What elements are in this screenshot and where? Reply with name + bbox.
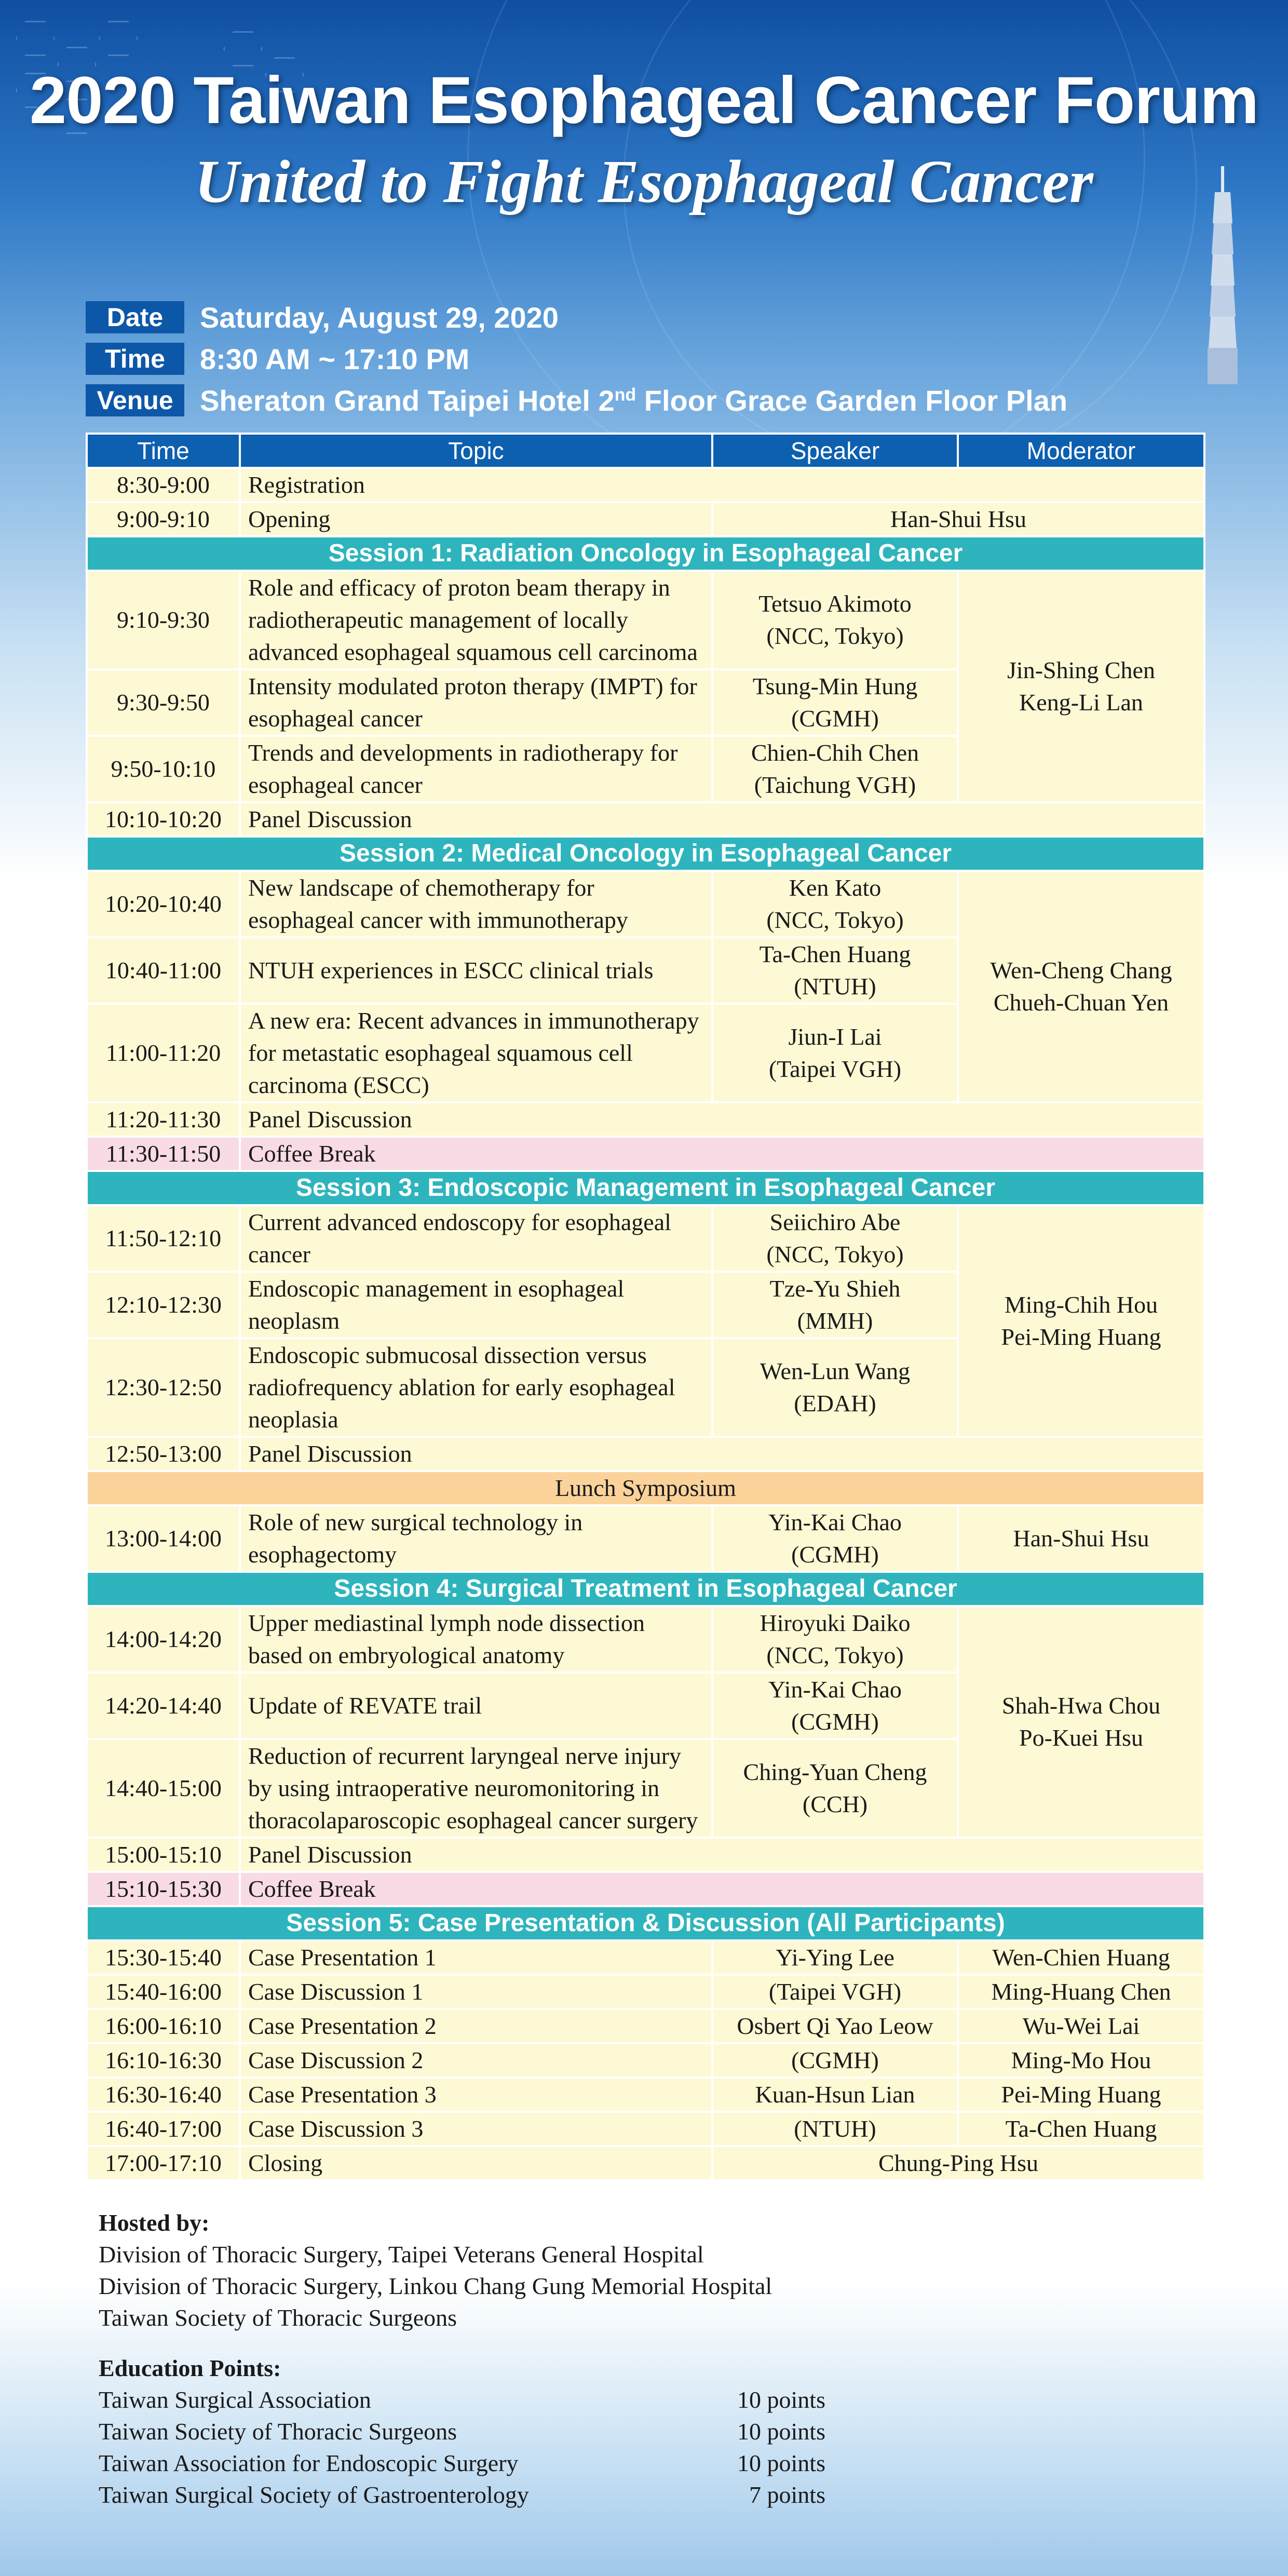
moderator-cell: Wen-Chien Huang — [958, 1940, 1204, 1975]
topic-cell: Reduction of recurrent laryngeal nerve injury by using intraoperative neuromonitoring in thoracolaparoscopic esophageal cancer surgery — [240, 1739, 712, 1838]
time-cell: 12:10-12:30 — [87, 1272, 240, 1338]
time-cell: 10:20-10:40 — [87, 871, 240, 937]
background-hexagon-decoration — [99, 21, 138, 56]
speaker-cell — [712, 1739, 958, 1838]
topic-cell: Update of REVATE trail — [240, 1673, 712, 1739]
table-row — [87, 2009, 1204, 2043]
speaker-cell — [712, 736, 958, 802]
session-header-row — [87, 536, 1204, 571]
topic-cell: Case Discussion 3 — [240, 2112, 712, 2146]
moderator-cell: Han-Shui Hsu — [958, 1505, 1204, 1572]
header-time: Time — [87, 434, 240, 468]
speaker-cell — [712, 937, 958, 1004]
time-cell: 15:10-15:30 — [87, 1872, 240, 1906]
education-points-row — [99, 2416, 825, 2447]
topic-cell: Panel Discussion — [240, 1437, 1204, 1471]
hosted-by-label: Hosted by: — [99, 2209, 210, 2236]
topic-cell: Role and efficacy of proton beam therapy in radiotherapeutic management of locally advanced esophageal squamous cell carcinoma — [240, 571, 712, 669]
education-points-value: 10 points — [737, 2418, 825, 2445]
speaker-cell — [712, 1272, 958, 1338]
table-row — [87, 1606, 1204, 1673]
speaker-name: Jiun-I Lai — [788, 1023, 882, 1050]
speaker-cell — [712, 1205, 958, 1272]
coffee-break-row — [87, 1137, 1204, 1171]
time-cell: 14:00-14:20 — [87, 1606, 240, 1673]
date-row — [86, 300, 559, 334]
moderator-cell: Pei-Ming Huang — [958, 2078, 1204, 2112]
speaker-cell — [712, 1338, 958, 1437]
speaker-name: Tze-Yu Shieh — [769, 1275, 901, 1302]
moderator-cell: Ming-Mo Hou — [958, 2043, 1204, 2078]
education-org: Taiwan Society of Thoracic Surgeons — [99, 2418, 457, 2445]
table-row — [87, 1437, 1204, 1471]
speaker-cell: (NTUH) — [712, 2112, 958, 2146]
speaker-name: Yin-Kai Chao — [768, 1676, 902, 1703]
speaker-cell — [712, 871, 958, 937]
speaker-affiliation: (CGMH) — [791, 705, 879, 732]
speaker-affiliation: (Taipei VGH) — [768, 1056, 902, 1082]
table-row — [87, 502, 1204, 536]
speaker-affiliation: (CGMH) — [791, 1708, 879, 1735]
education-points-row — [99, 2479, 825, 2511]
table-row — [87, 2043, 1204, 2078]
time-cell: 16:10-16:30 — [87, 2043, 240, 2078]
time-cell: 14:20-14:40 — [87, 1673, 240, 1739]
session-3-title: Session 3: Endoscopic Management in Esophageal Cancer — [87, 1171, 1204, 1205]
education-points-label: Education Points: — [99, 2355, 281, 2381]
speaker-affiliation: (CCH) — [802, 1791, 868, 1817]
coffee-break-row — [87, 1872, 1204, 1906]
topic-cell: Endoscopic submucosal dissection versus radiofrequency ablation for early esophageal neoplasia — [240, 1338, 712, 1437]
moderator-cell — [958, 1606, 1204, 1838]
hosted-by-section — [99, 2207, 772, 2334]
venue-value-pre: Sheraton Grand Taipei Hotel 2 — [200, 384, 615, 417]
session-4-title: Session 4: Surgical Treatment in Esophageal Cancer — [87, 1572, 1204, 1606]
speaker-name: Ken Kato — [789, 874, 882, 901]
speaker-name: Ching-Yuan Cheng — [743, 1759, 927, 1785]
table-row — [87, 1940, 1204, 1975]
moderator-cell: Ta-Chen Huang — [958, 2112, 1204, 2146]
session-1-title: Session 1: Radiation Oncology in Esophageal Cancer — [87, 536, 1204, 571]
speaker-cell: Yi-Ying Lee — [712, 1940, 958, 1975]
date-value: Saturday, August 29, 2020 — [200, 301, 559, 334]
hosted-by-line: Division of Thoracic Surgery, Taipei Veterans General Hospital — [99, 2241, 704, 2268]
time-cell: 10:10-10:20 — [87, 802, 240, 837]
topic-cell: Opening — [240, 502, 712, 536]
topic-cell: Coffee Break — [240, 1872, 1204, 1906]
time-cell: 11:50-12:10 — [87, 1205, 240, 1272]
speaker-cell — [712, 669, 958, 736]
time-cell: 11:30-11:50 — [87, 1137, 240, 1171]
venue-label: Venue — [86, 384, 184, 416]
speaker-name: Tsung-Min Hung — [752, 673, 918, 699]
topic-cell: Coffee Break — [240, 1137, 1204, 1171]
speaker-cell — [712, 1673, 958, 1739]
venue-superscript: nd — [614, 384, 636, 404]
time-value: 8:30 AM ~ 17:10 PM — [200, 342, 470, 375]
time-cell: 17:00-17:10 — [87, 2146, 240, 2180]
moderator-cell: Wu-Wei Lai — [958, 2009, 1204, 2043]
date-label: Date — [86, 301, 184, 333]
table-row — [87, 1102, 1204, 1137]
time-cell: 9:30-9:50 — [87, 669, 240, 736]
speaker-affiliation: (NCC, Tokyo) — [766, 623, 904, 649]
table-row — [87, 1505, 1204, 1572]
moderator-name: Po-Kuei Hsu — [1019, 1724, 1143, 1751]
topic-cell: Endoscopic management in esophageal neoplasm — [240, 1272, 712, 1338]
moderator-cell — [958, 1205, 1204, 1437]
topic-cell: Trends and developments in radiotherapy for esophageal cancer — [240, 736, 712, 802]
time-cell: 9:50-10:10 — [87, 736, 240, 802]
session-5-title: Session 5: Case Presentation & Discussion (All Participants) — [87, 1906, 1204, 1940]
speaker-cell: Kuan-Hsun Lian — [712, 2078, 958, 2112]
topic-cell: Case Discussion 1 — [240, 1975, 712, 2009]
topic-cell: Case Presentation 1 — [240, 1940, 712, 1975]
topic-cell: Panel Discussion — [240, 1102, 1204, 1137]
moderator-cell — [958, 571, 1204, 802]
speaker-affiliation: (NCC, Tokyo) — [766, 1642, 904, 1668]
table-row — [87, 571, 1204, 669]
speaker-name: Ta-Chen Huang — [759, 941, 911, 967]
moderator-cell: Ming-Huang Chen — [958, 1975, 1204, 2009]
topic-cell: Current advanced endoscopy for esophageal cancer — [240, 1205, 712, 1272]
table-row — [87, 1838, 1204, 1872]
session-header-row — [87, 1906, 1204, 1940]
session-header-row — [87, 837, 1204, 871]
time-cell: 8:30-9:00 — [87, 468, 240, 502]
background-hexagon-decoration — [16, 21, 55, 56]
time-cell: 12:50-13:00 — [87, 1437, 240, 1471]
time-cell: 16:00-16:10 — [87, 2009, 240, 2043]
education-points-value: 10 points — [737, 2386, 825, 2413]
topic-cell: Case Discussion 2 — [240, 2043, 712, 2078]
moderator-name: Ming-Chih Hou — [1004, 1291, 1158, 1318]
speaker-cell: Osbert Qi Yao Leow — [712, 2009, 958, 2043]
topic-cell: Upper mediastinal lymph node dissection based on embryological anatomy — [240, 1606, 712, 1673]
moderator-cell — [958, 871, 1204, 1102]
table-row — [87, 2112, 1204, 2146]
table-row — [87, 468, 1204, 502]
education-org: Taiwan Surgical Association — [99, 2386, 371, 2413]
moderator-name: Pei-Ming Huang — [1001, 1324, 1161, 1350]
education-points-row — [99, 2384, 825, 2416]
education-points-value: 10 points — [737, 2450, 825, 2476]
topic-cell: New landscape of chemotherapy for esophageal cancer with immunotherapy — [240, 871, 712, 937]
session-header-row — [87, 1572, 1204, 1606]
speaker-affiliation: (CGMH) — [791, 1541, 879, 1568]
topic-cell: Registration — [240, 468, 1204, 502]
background-hexagon-decoration — [223, 31, 263, 66]
time-cell: 9:00-9:10 — [87, 502, 240, 536]
time-cell: 13:00-14:00 — [87, 1505, 240, 1572]
speaker-affiliation: (Taichung VGH) — [754, 772, 916, 798]
lunch-symposium-title: Lunch Symposium — [87, 1471, 1204, 1505]
venue-row — [86, 383, 1067, 417]
speaker-name: Tetsuo Akimoto — [758, 590, 912, 617]
topic-cell: Panel Discussion — [240, 802, 1204, 837]
time-cell: 10:40-11:00 — [87, 937, 240, 1004]
time-cell: 12:30-12:50 — [87, 1338, 240, 1437]
speaker-cell — [712, 571, 958, 669]
speaker-name: Hiroyuki Daiko — [760, 1610, 911, 1636]
topic-cell: Panel Discussion — [240, 1838, 1204, 1872]
education-org: Taiwan Surgical Society of Gastroenterology — [99, 2481, 529, 2508]
table-row — [87, 1205, 1204, 1272]
speaker-cell: Han-Shui Hsu — [712, 502, 1204, 536]
moderator-name: Keng-Li Lan — [1019, 689, 1143, 716]
table-row — [87, 2146, 1204, 2180]
table-header-row — [87, 434, 1204, 468]
speaker-cell: (Taipei VGH) — [712, 1975, 958, 2009]
time-cell: 16:30-16:40 — [87, 2078, 240, 2112]
speaker-cell: Chung-Ping Hsu — [712, 2146, 1204, 2180]
speaker-name: Chien-Chih Chen — [751, 739, 919, 766]
education-org: Taiwan Association for Endoscopic Surgery — [99, 2450, 519, 2476]
table-row — [87, 2078, 1204, 2112]
time-cell: 11:20-11:30 — [87, 1102, 240, 1137]
topic-cell: Case Presentation 2 — [240, 2009, 712, 2043]
time-cell: 16:40-17:00 — [87, 2112, 240, 2146]
speaker-name: Seiichiro Abe — [769, 1209, 901, 1235]
speaker-affiliation: (MMH) — [797, 1307, 873, 1334]
education-points-value: 7 points — [749, 2481, 825, 2508]
venue-value-post: Floor Grace Garden Floor Plan — [636, 384, 1068, 417]
table-row — [87, 871, 1204, 937]
topic-cell: Intensity modulated proton therapy (IMPT) for esophageal cancer — [240, 669, 712, 736]
topic-cell: A new era: Recent advances in immunotherapy for metastatic esophageal squamous cell carcinoma (ESCC) — [240, 1004, 712, 1102]
time-cell: 15:00-15:10 — [87, 1838, 240, 1872]
time-cell: 15:40-16:00 — [87, 1975, 240, 2009]
schedule-table — [86, 433, 1205, 2181]
session-2-title: Session 2: Medical Oncology in Esophageal Cancer — [87, 837, 1204, 871]
hosted-by-line: Taiwan Society of Thoracic Surgeons — [99, 2304, 457, 2331]
topic-cell: Case Presentation 3 — [240, 2078, 712, 2112]
hosted-by-line: Division of Thoracic Surgery, Linkou Chang Gung Memorial Hospital — [99, 2273, 772, 2299]
time-cell: 11:00-11:20 — [87, 1004, 240, 1102]
time-label: Time — [86, 343, 184, 375]
header-topic: Topic — [240, 434, 712, 468]
speaker-name: Wen-Lun Wang — [760, 1358, 911, 1384]
time-row — [86, 342, 469, 376]
table-row — [87, 802, 1204, 837]
speaker-cell — [712, 1505, 958, 1572]
speaker-affiliation: (NCC, Tokyo) — [766, 1241, 904, 1267]
time-cell: 15:30-15:40 — [87, 1940, 240, 1975]
moderator-name: Shah-Hwa Chou — [1001, 1692, 1161, 1719]
moderator-name: Chueh-Chuan Yen — [993, 989, 1169, 1016]
page-title: 2020 Taiwan Esophageal Cancer Forum — [30, 63, 1258, 138]
speaker-affiliation: (EDAH) — [794, 1390, 876, 1417]
table-row — [87, 1975, 1204, 2009]
time-cell: 9:10-9:30 — [87, 571, 240, 669]
moderator-name: Wen-Cheng Chang — [990, 957, 1172, 983]
session-header-row — [87, 1171, 1204, 1205]
venue-value — [200, 384, 1067, 417]
topic-cell: NTUH experiences in ESCC clinical trials — [240, 937, 712, 1004]
page-subtitle: United to Fight Esophageal Cancer — [195, 147, 1093, 215]
lunch-symposium-row — [87, 1471, 1204, 1505]
topic-cell: Closing — [240, 2146, 712, 2180]
speaker-cell: (CGMH) — [712, 2043, 958, 2078]
topic-cell: Role of new surgical technology in esophagectomy — [240, 1505, 712, 1572]
speaker-affiliation: (NCC, Tokyo) — [766, 907, 904, 933]
header-speaker: Speaker — [712, 434, 958, 468]
time-cell: 14:40-15:00 — [87, 1739, 240, 1838]
header-moderator: Moderator — [958, 434, 1204, 468]
speaker-cell — [712, 1004, 958, 1102]
speaker-affiliation: (NTUH) — [794, 973, 876, 1000]
moderator-name: Jin-Shing Chen — [1007, 657, 1155, 683]
education-points-section — [99, 2352, 825, 2511]
speaker-name: Yin-Kai Chao — [768, 1509, 902, 1535]
education-points-row — [99, 2447, 825, 2479]
speaker-cell — [712, 1606, 958, 1673]
